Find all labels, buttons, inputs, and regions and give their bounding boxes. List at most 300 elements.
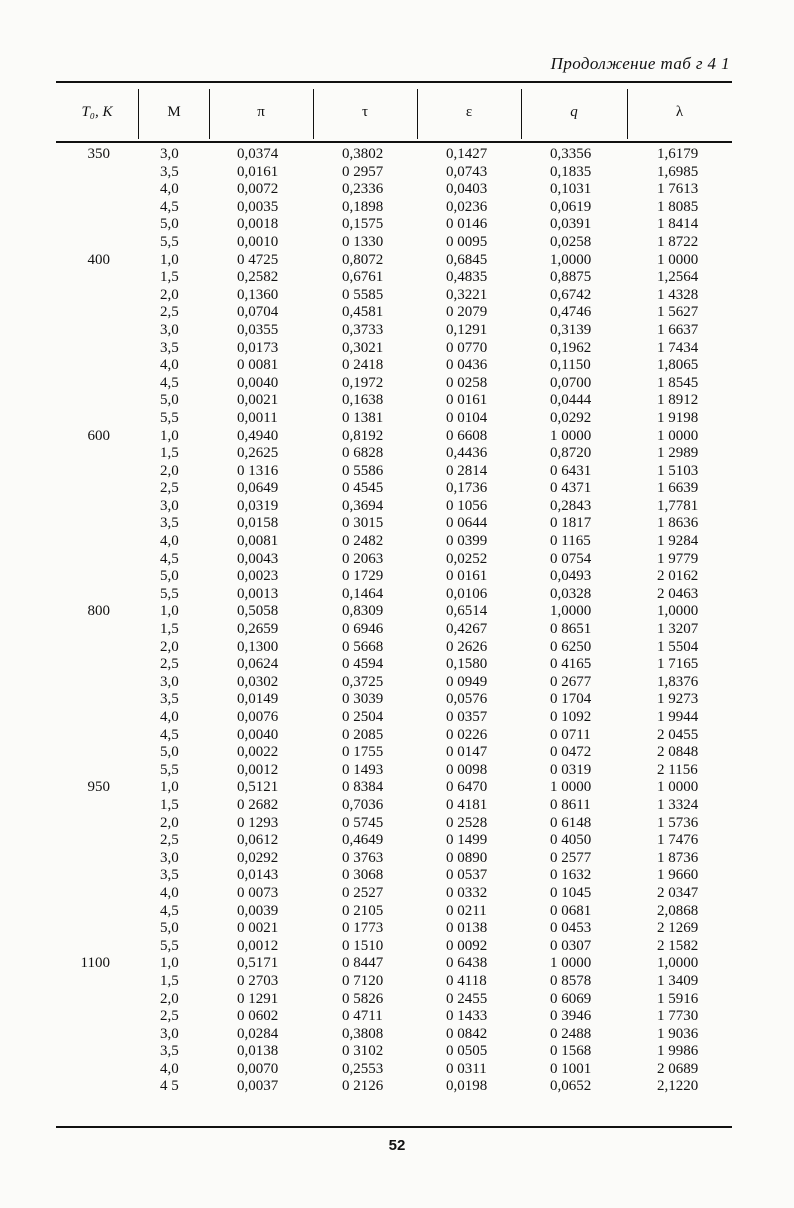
lambda-cell: 1,2564 <box>657 269 699 286</box>
lambda-cell: 1 9944 <box>657 709 699 725</box>
pi-cell: 0,0149 <box>237 691 279 708</box>
q-cell: 0 2488 <box>550 1025 592 1042</box>
table-row <box>0 1043 794 1061</box>
tau-cell: 0 1729 <box>342 568 384 585</box>
mach-cell: 4,0 <box>160 709 179 725</box>
table-row <box>0 1078 794 1096</box>
pi-cell: 0 1293 <box>237 814 279 831</box>
lambda-cell: 1,6179 <box>657 146 699 162</box>
table-row <box>0 885 794 903</box>
tau-cell: 0 5585 <box>342 286 384 303</box>
lambda-cell: 1 6639 <box>657 480 699 497</box>
mach-cell: 5,5 <box>160 233 179 250</box>
tau-cell: 0 3102 <box>342 1043 384 1060</box>
epsilon-cell: 0 0842 <box>446 1025 488 1042</box>
tau-cell: 0,1972 <box>342 374 384 391</box>
table-row <box>0 375 794 393</box>
table-row <box>0 639 794 657</box>
lambda-cell: 1 8085 <box>657 198 699 215</box>
pi-cell: 0,0161 <box>237 163 279 180</box>
pi-cell: 0 0602 <box>237 1008 279 1025</box>
pi-cell: 0,0039 <box>237 902 279 919</box>
temperature-cell: 1100 <box>80 955 110 972</box>
table-row <box>0 603 794 621</box>
q-cell: 0 1045 <box>550 884 592 901</box>
table-row <box>0 533 794 551</box>
epsilon-cell: 0 0211 <box>446 902 487 919</box>
pi-cell: 0,1300 <box>237 638 279 655</box>
q-cell: 0,0391 <box>550 216 592 233</box>
q-cell: 0 1001 <box>550 1060 592 1077</box>
lambda-cell: 1 0000 <box>657 779 699 796</box>
temperature-cell: 800 <box>87 603 110 620</box>
q-cell: 0 1092 <box>550 709 592 725</box>
epsilon-cell: 0 0161 <box>446 568 488 585</box>
lambda-cell: 1 9198 <box>657 409 699 426</box>
pi-cell: 0 2703 <box>237 972 279 989</box>
pi-cell: 0,4940 <box>237 427 279 444</box>
table-row <box>0 674 794 692</box>
tau-cell: 0 1510 <box>342 937 384 954</box>
lambda-cell: 1 5916 <box>657 990 699 1007</box>
lambda-cell: 1,0000 <box>657 603 699 620</box>
mach-cell: 1,5 <box>160 972 179 989</box>
lambda-cell: 1,6985 <box>657 163 699 180</box>
mach-cell: 3,0 <box>160 673 179 690</box>
q-cell: 0 8578 <box>550 972 592 989</box>
epsilon-cell: 0,0198 <box>446 1078 488 1095</box>
q-cell: 0,8720 <box>550 445 592 462</box>
tau-cell: 0 6828 <box>342 445 384 462</box>
table-row <box>0 234 794 252</box>
pi-cell: 0,0302 <box>237 673 279 690</box>
mach-cell: 3,5 <box>160 339 179 356</box>
tau-cell: 0,4581 <box>342 304 384 321</box>
temperature-group <box>0 428 794 604</box>
pi-cell: 0 0021 <box>237 920 279 937</box>
lambda-cell: 1 3409 <box>657 972 699 989</box>
lambda-cell: 1 3207 <box>657 621 699 638</box>
header-epsilon: ε <box>465 103 473 120</box>
pi-cell: 0,0319 <box>237 497 279 514</box>
tau-cell: 0 1773 <box>342 920 384 937</box>
epsilon-cell: 0 4118 <box>446 972 487 989</box>
lambda-cell: 2 0848 <box>657 744 699 761</box>
table-row <box>0 164 794 182</box>
q-cell: 0,1150 <box>550 357 591 374</box>
table-row <box>0 1061 794 1079</box>
q-cell: 0 6148 <box>550 814 592 831</box>
pi-cell: 0,2582 <box>237 269 279 286</box>
q-cell: 0,3139 <box>550 321 592 338</box>
mach-cell: 1,5 <box>160 269 179 286</box>
lambda-cell: 1 7165 <box>657 656 699 673</box>
table-row <box>0 304 794 322</box>
temperature-group <box>0 146 794 252</box>
tau-cell: 0,4649 <box>342 832 384 849</box>
lambda-cell: 1 8736 <box>657 849 699 866</box>
q-cell: 1 0000 <box>550 427 592 444</box>
mach-cell: 5,0 <box>160 216 179 233</box>
lambda-cell: 1 5504 <box>657 638 699 655</box>
tau-cell: 0 2482 <box>342 533 384 550</box>
pi-cell: 0 1291 <box>237 990 279 1007</box>
mach-cell: 1,5 <box>160 621 179 638</box>
tau-cell: 0 5668 <box>342 638 384 655</box>
pi-cell: 0,2625 <box>237 445 279 462</box>
table-row <box>0 1008 794 1026</box>
mach-cell: 4,0 <box>160 884 179 901</box>
q-cell: 0 1704 <box>550 691 592 708</box>
temperature-group <box>0 603 794 779</box>
pi-cell: 0,0010 <box>237 233 279 250</box>
mach-cell: 2,5 <box>160 832 179 849</box>
table-row <box>0 920 794 938</box>
q-cell: 0 4050 <box>550 832 592 849</box>
mach-cell: 1,0 <box>160 955 179 972</box>
lambda-cell: 1 7613 <box>657 181 699 198</box>
tau-cell: 0 2126 <box>342 1078 384 1095</box>
table-row <box>0 551 794 569</box>
q-cell: 0 6069 <box>550 990 592 1007</box>
epsilon-cell: 0 6470 <box>446 779 488 796</box>
mach-cell: 1,0 <box>160 603 179 620</box>
epsilon-cell: 0 6608 <box>446 427 488 444</box>
epsilon-cell: 0 2626 <box>446 638 488 655</box>
table-row <box>0 832 794 850</box>
epsilon-cell: 0,0106 <box>446 585 488 602</box>
lambda-cell: 1 7476 <box>657 832 699 849</box>
mach-cell: 5,0 <box>160 392 179 409</box>
pi-cell: 0 1316 <box>237 462 279 479</box>
q-cell: 0,1962 <box>550 339 592 356</box>
table-row <box>0 322 794 340</box>
lambda-cell: 1 0000 <box>657 251 699 268</box>
mach-cell: 5,0 <box>160 568 179 585</box>
tau-cell: 0 1493 <box>342 761 384 778</box>
tau-cell: 0 3763 <box>342 849 384 866</box>
mach-cell: 2,5 <box>160 656 179 673</box>
temperature-cell: 600 <box>87 427 110 444</box>
pi-cell: 0,0292 <box>237 849 279 866</box>
mach-cell: 5,0 <box>160 920 179 937</box>
temperature-group <box>0 779 794 955</box>
q-cell: 1,0000 <box>550 603 592 620</box>
table-row <box>0 392 794 410</box>
lambda-cell: 1 8414 <box>657 216 699 233</box>
table-row <box>0 938 794 956</box>
mach-cell: 3,5 <box>160 163 179 180</box>
mach-cell: 3,5 <box>160 867 179 884</box>
pi-cell: 0,0021 <box>237 392 279 409</box>
pi-cell: 0,0040 <box>237 726 279 743</box>
mach-cell: 4,0 <box>160 181 179 198</box>
temperature-group <box>0 955 794 1096</box>
q-cell: 0,3356 <box>550 146 592 162</box>
epsilon-cell: 0 0890 <box>446 849 488 866</box>
tau-cell: 0 2504 <box>342 709 384 725</box>
pi-cell: 0,0022 <box>237 744 279 761</box>
epsilon-cell: 0 4181 <box>446 796 488 813</box>
q-cell: 0,0444 <box>550 392 592 409</box>
pi-cell: 0,0013 <box>237 585 279 602</box>
temperature-cell: 950 <box>87 779 110 796</box>
lambda-cell: 1 2989 <box>657 445 699 462</box>
tau-cell: 0,1464 <box>342 585 384 602</box>
epsilon-cell: 0 0104 <box>446 409 488 426</box>
table-row <box>0 991 794 1009</box>
lambda-cell: 1 0000 <box>657 427 699 444</box>
mach-cell: 1,0 <box>160 779 179 796</box>
pi-cell: 0,0355 <box>237 321 279 338</box>
table-row <box>0 709 794 727</box>
tau-cell: 0,6761 <box>342 269 384 286</box>
epsilon-cell: 0,0743 <box>446 163 488 180</box>
lambda-cell: 1 5627 <box>657 304 699 321</box>
temperature-group <box>0 252 794 428</box>
epsilon-cell: 0,4436 <box>446 445 488 462</box>
header-bottom-rule <box>56 141 732 143</box>
table-row <box>0 357 794 375</box>
tau-cell: 0 2957 <box>342 163 384 180</box>
q-cell: 1 0000 <box>550 779 592 796</box>
epsilon-cell: 0 0644 <box>446 515 488 532</box>
epsilon-cell: 0 0161 <box>446 392 488 409</box>
epsilon-cell: 0,1291 <box>446 321 488 338</box>
table-row <box>0 515 794 533</box>
mach-cell: 2,0 <box>160 286 179 303</box>
mach-cell: 2,5 <box>160 304 179 321</box>
lambda-cell: 1 6637 <box>657 321 699 338</box>
table-row <box>0 216 794 234</box>
epsilon-cell: 0 0138 <box>446 920 488 937</box>
mach-cell: 4 5 <box>160 1078 179 1095</box>
table-row <box>0 287 794 305</box>
q-cell: 0 1165 <box>550 533 591 550</box>
epsilon-cell: 0 0399 <box>446 533 488 550</box>
pi-cell: 0,0649 <box>237 480 279 497</box>
pi-cell: 0,0040 <box>237 374 279 391</box>
pi-cell: 0,0018 <box>237 216 279 233</box>
lambda-cell: 1 9986 <box>657 1043 699 1060</box>
table-row <box>0 850 794 868</box>
table-row <box>0 463 794 481</box>
pi-cell: 0,0037 <box>237 1078 279 1095</box>
pi-cell: 0,0011 <box>237 409 278 426</box>
q-cell: 0,0652 <box>550 1078 592 1095</box>
mach-cell: 4,5 <box>160 198 179 215</box>
table-row <box>0 1026 794 1044</box>
mach-cell: 4,5 <box>160 902 179 919</box>
lambda-cell: 2 1269 <box>657 920 699 937</box>
lambda-cell: 1 5103 <box>657 462 699 479</box>
pi-cell: 0,0158 <box>237 515 279 532</box>
table-row <box>0 568 794 586</box>
q-cell: 0,0493 <box>550 568 592 585</box>
lambda-cell: 1 9036 <box>657 1025 699 1042</box>
tau-cell: 0,8072 <box>342 251 384 268</box>
pi-cell: 0,0173 <box>237 339 279 356</box>
table-row <box>0 621 794 639</box>
epsilon-cell: 0,0403 <box>446 181 488 198</box>
q-cell: 0,1835 <box>550 163 592 180</box>
mach-cell: 1,5 <box>160 796 179 813</box>
pi-cell: 0,0612 <box>237 832 279 849</box>
tau-cell: 0,3694 <box>342 497 384 514</box>
lambda-cell: 2 0463 <box>657 585 699 602</box>
table-bottom-rule <box>56 1126 732 1128</box>
epsilon-cell: 0,6514 <box>446 603 488 620</box>
mach-cell: 2,0 <box>160 990 179 1007</box>
tau-cell: 0 6946 <box>342 621 384 638</box>
lambda-cell: 1 8722 <box>657 233 699 250</box>
mach-cell: 2,5 <box>160 1008 179 1025</box>
pi-cell: 0,0284 <box>237 1025 279 1042</box>
epsilon-cell: 0,3221 <box>446 286 488 303</box>
q-cell: 0 0681 <box>550 902 592 919</box>
table-row <box>0 762 794 780</box>
table-row <box>0 146 794 164</box>
tau-cell: 0,3808 <box>342 1025 384 1042</box>
header-q: q <box>570 103 578 120</box>
table-row <box>0 903 794 921</box>
q-cell: 0,0619 <box>550 198 592 215</box>
tau-cell: 0,1575 <box>342 216 384 233</box>
epsilon-cell: 0 1499 <box>446 832 488 849</box>
header-lambda: λ <box>675 103 684 120</box>
tau-cell: 0 5826 <box>342 990 384 1007</box>
q-cell: 0,0328 <box>550 585 592 602</box>
lambda-cell: 1 4328 <box>657 286 699 303</box>
q-cell: 0 2677 <box>550 673 592 690</box>
epsilon-cell: 0 0092 <box>446 937 488 954</box>
epsilon-cell: 0,0576 <box>446 691 488 708</box>
q-cell: 0 3946 <box>550 1008 592 1025</box>
q-cell: 0 0754 <box>550 550 592 567</box>
table-header <box>56 83 732 141</box>
mach-cell: 3,0 <box>160 146 179 162</box>
header-t0: T₀, K <box>81 103 113 120</box>
epsilon-cell: 0 0770 <box>446 339 488 356</box>
lambda-cell: 1 8545 <box>657 374 699 391</box>
lambda-cell: 1,8376 <box>657 673 699 690</box>
table-row <box>0 867 794 885</box>
tau-cell: 0,2336 <box>342 181 384 198</box>
pi-cell: 0,0143 <box>237 867 279 884</box>
mach-cell: 5,5 <box>160 761 179 778</box>
epsilon-cell: 0 0311 <box>446 1060 487 1077</box>
q-cell: 1 0000 <box>550 955 592 972</box>
mach-cell: 4,0 <box>160 1060 179 1077</box>
pi-cell: 0,0374 <box>237 146 279 162</box>
pi-cell: 0,0035 <box>237 198 279 215</box>
pi-cell: 0,0138 <box>237 1043 279 1060</box>
pi-cell: 0,0023 <box>237 568 279 585</box>
epsilon-cell: 0 0146 <box>446 216 488 233</box>
page-number: 52 <box>388 1137 406 1154</box>
epsilon-cell: 0 2814 <box>446 462 488 479</box>
q-cell: 0,4746 <box>550 304 592 321</box>
table-row <box>0 199 794 217</box>
tau-cell: 0 8384 <box>342 779 384 796</box>
lambda-cell: 1 9273 <box>657 691 699 708</box>
q-cell: 0 6431 <box>550 462 592 479</box>
tau-cell: 0 2527 <box>342 884 384 901</box>
q-cell: 0 0453 <box>550 920 592 937</box>
table-row <box>0 340 794 358</box>
header-tau: τ <box>361 103 369 120</box>
table-row <box>0 181 794 199</box>
epsilon-cell: 0 2079 <box>446 304 488 321</box>
tau-cell: 0 1381 <box>342 409 384 426</box>
mach-cell: 1,0 <box>160 251 179 268</box>
table-row <box>0 973 794 991</box>
lambda-cell: 1,8065 <box>657 357 699 374</box>
lambda-cell: 1 7730 <box>657 1008 699 1025</box>
tau-cell: 0 3068 <box>342 867 384 884</box>
mach-cell: 3,0 <box>160 849 179 866</box>
table-row <box>0 955 794 973</box>
mach-cell: 2,0 <box>160 638 179 655</box>
mach-cell: 5,5 <box>160 937 179 954</box>
temperature-cell: 400 <box>87 251 110 268</box>
tau-cell: 0 1330 <box>342 233 384 250</box>
pi-cell: 0 0081 <box>237 357 279 374</box>
q-cell: 0 0472 <box>550 744 592 761</box>
mach-cell: 4,5 <box>160 726 179 743</box>
epsilon-cell: 0 2455 <box>446 990 488 1007</box>
q-cell: 0 1817 <box>550 515 592 532</box>
q-cell: 0,8875 <box>550 269 592 286</box>
pi-cell: 0,0072 <box>237 181 279 198</box>
tau-cell: 0 8447 <box>342 955 384 972</box>
lambda-cell: 2 0347 <box>657 884 699 901</box>
epsilon-cell: 0 0226 <box>446 726 488 743</box>
pi-cell: 0,0012 <box>237 761 279 778</box>
epsilon-cell: 0,1580 <box>446 656 488 673</box>
epsilon-cell: 0 0258 <box>446 374 488 391</box>
q-cell: 0 8611 <box>550 796 591 813</box>
table-row <box>0 428 794 446</box>
q-cell: 0,0292 <box>550 409 592 426</box>
pi-cell: 0,0624 <box>237 656 279 673</box>
epsilon-cell: 0 0949 <box>446 673 488 690</box>
mach-cell: 4,0 <box>160 533 179 550</box>
lambda-cell: 1,7781 <box>657 497 699 514</box>
q-cell: 0,0700 <box>550 374 592 391</box>
epsilon-cell: 0 0332 <box>446 884 488 901</box>
pi-cell: 0,0081 <box>237 533 279 550</box>
pi-cell: 0 4725 <box>237 251 279 268</box>
q-cell: 0 8651 <box>550 621 592 638</box>
epsilon-cell: 0 0095 <box>446 233 488 250</box>
table-row <box>0 252 794 270</box>
pi-cell: 0,5121 <box>237 779 279 796</box>
tau-cell: 0 5745 <box>342 814 384 831</box>
tau-cell: 0,3802 <box>342 146 384 162</box>
lambda-cell: 2 0162 <box>657 568 699 585</box>
q-cell: 0,2843 <box>550 497 592 514</box>
lambda-cell: 1 8636 <box>657 515 699 532</box>
lambda-cell: 1 9284 <box>657 533 699 550</box>
tau-cell: 0 4545 <box>342 480 384 497</box>
epsilon-cell: 0 0147 <box>446 744 488 761</box>
table-row <box>0 656 794 674</box>
q-cell: 0,1031 <box>550 181 592 198</box>
pi-cell: 0,1360 <box>237 286 279 303</box>
lambda-cell: 1 8912 <box>657 392 699 409</box>
tau-cell: 0,3021 <box>342 339 384 356</box>
